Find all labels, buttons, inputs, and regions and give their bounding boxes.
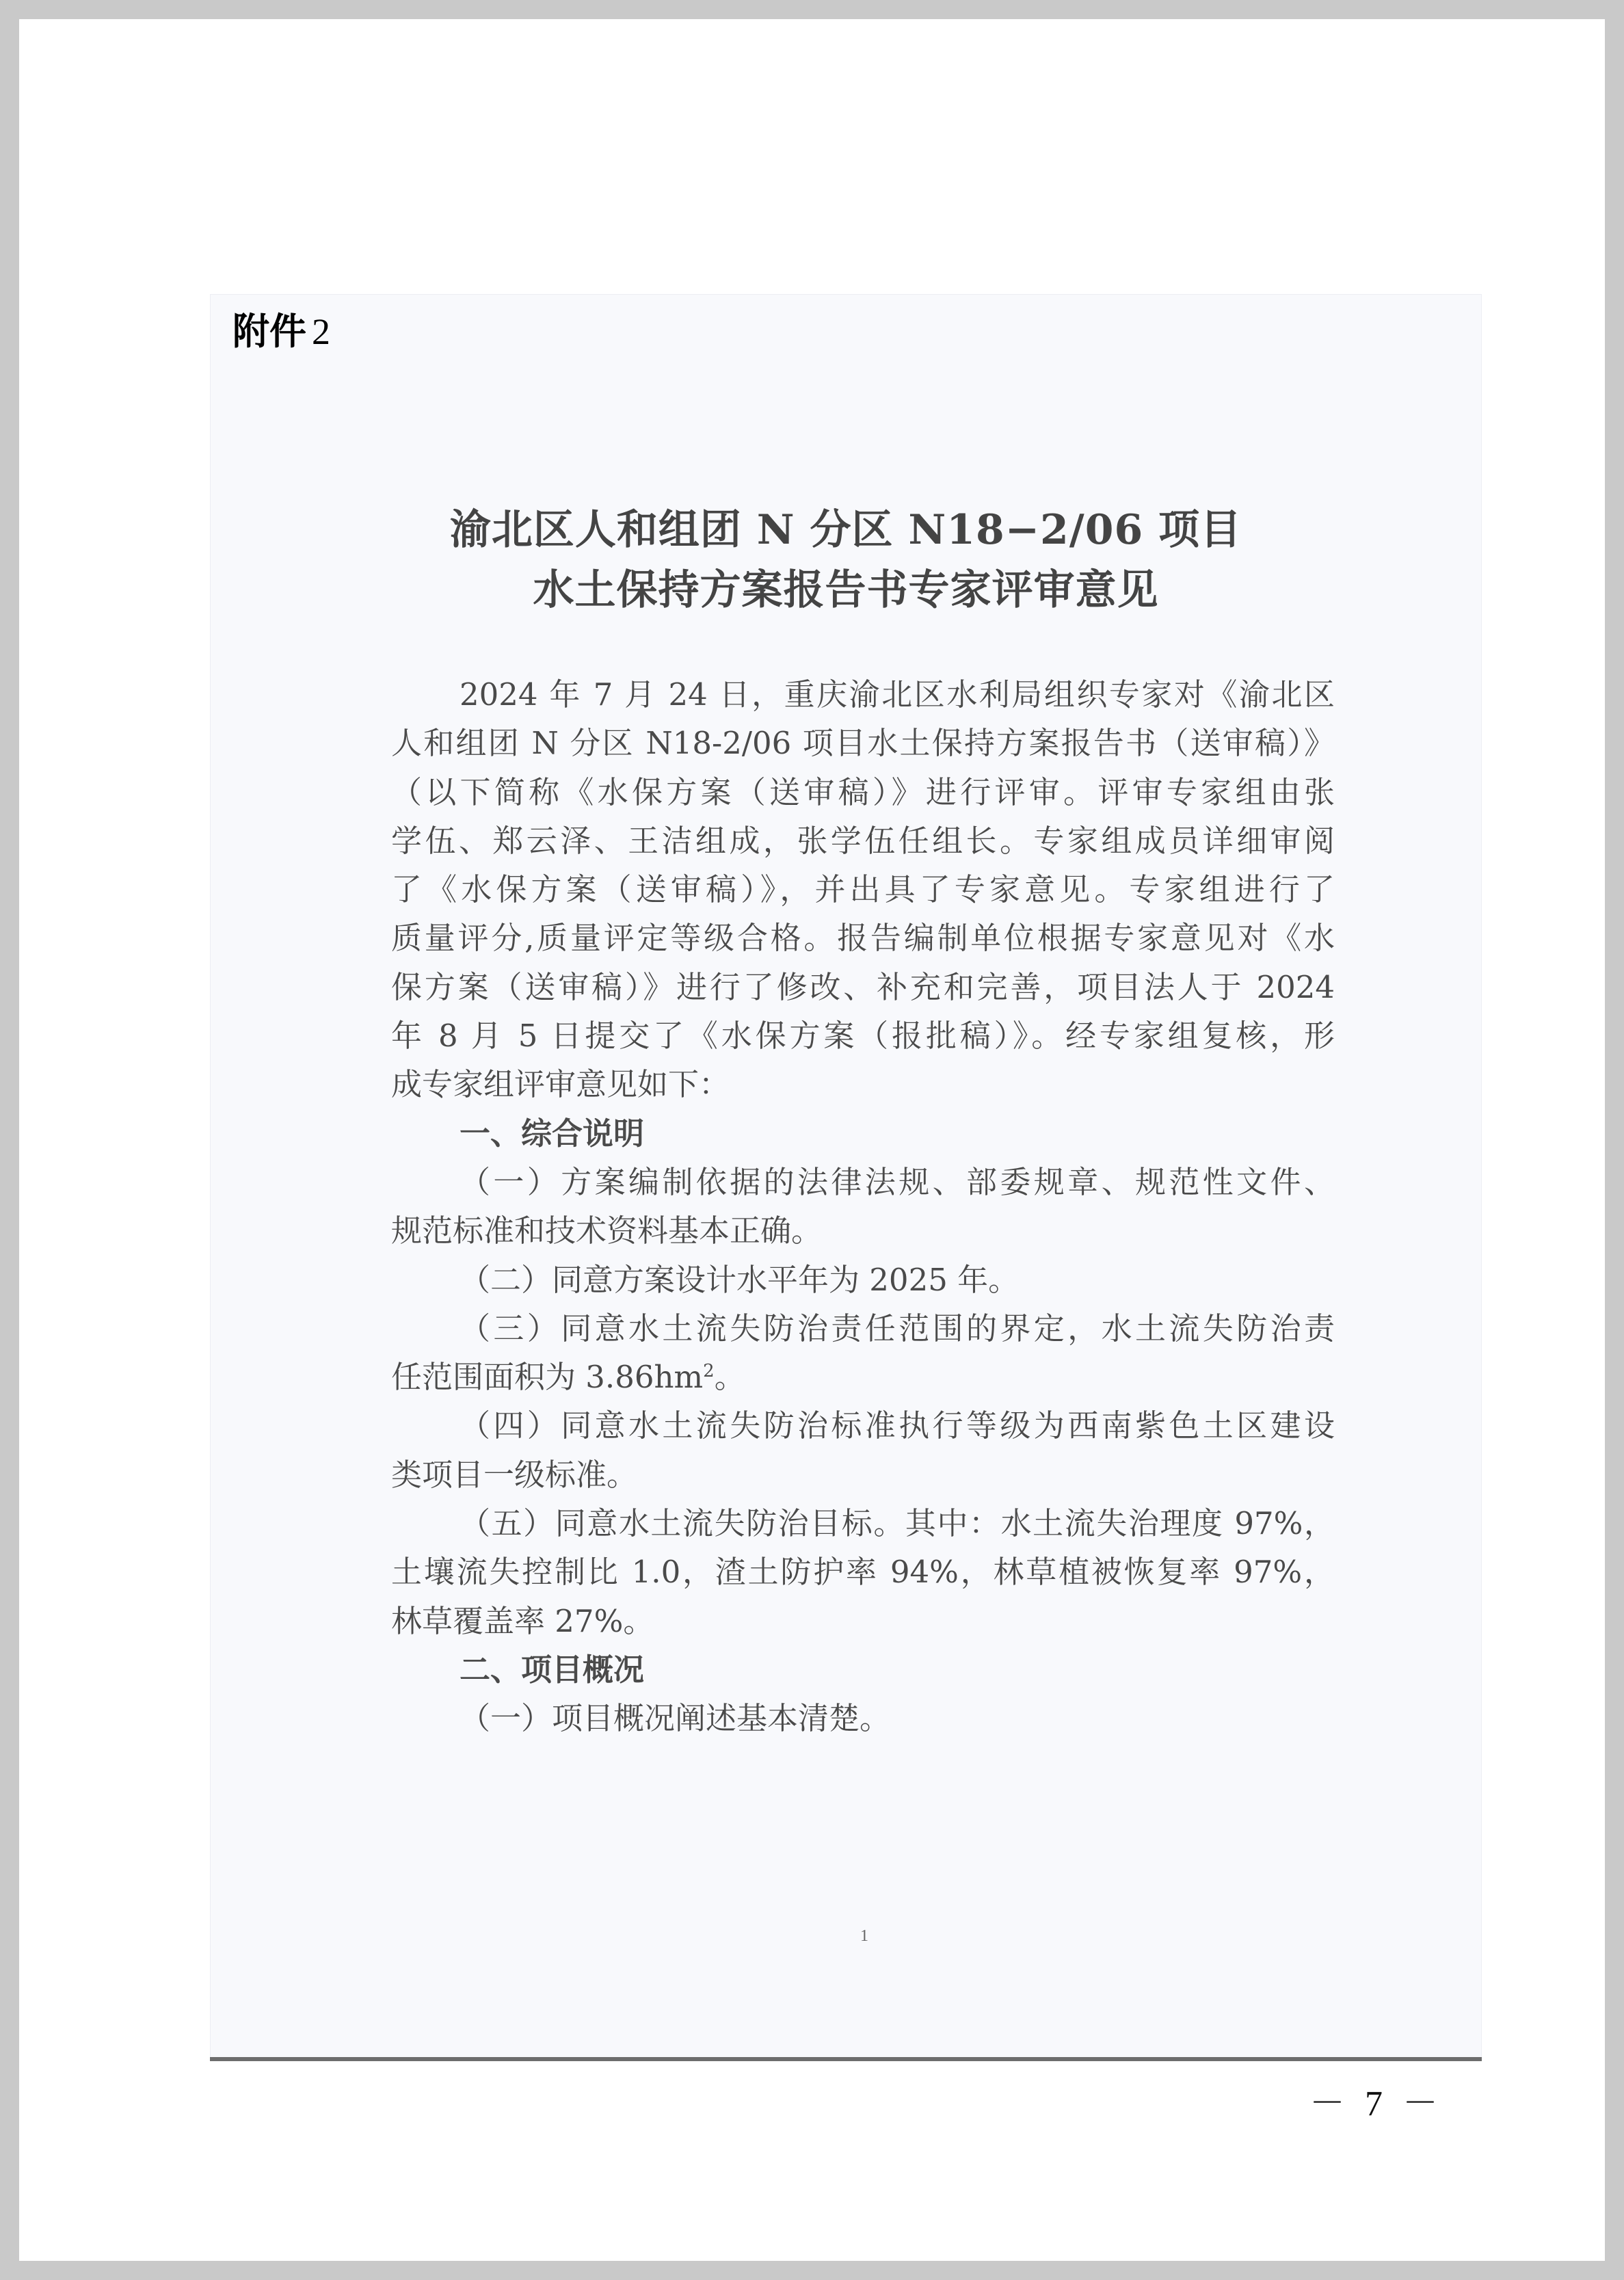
paragraph-line: 2024 年 7 月 24 日，重庆渝北区水利局组织专家对《渝北区: [460, 676, 1335, 713]
paragraph-line: 了《水保方案（送审稿）》，并出具了专家意见。专家组进行了: [391, 871, 1335, 908]
paragraph-line: （五）同意水土流失防治目标。其中：水土流失治理度 97%，: [460, 1505, 1335, 1542]
attachment-label-text: 附件: [232, 310, 306, 353]
attachment-number: 2: [312, 311, 330, 352]
paragraph-line: 年 8 月 5 日提交了《水保方案（报批稿）》。经专家组复核，形: [391, 1018, 1335, 1055]
attachment-label: [232, 310, 330, 353]
paragraph-line: （四）同意水土流失防治标准执行等级为西南紫色土区建设: [460, 1407, 1335, 1444]
area-text-end: 。: [714, 1359, 745, 1396]
paragraph-line: 保方案（送审稿）》进行了修改、补充和完善，项目法人于 2024: [391, 968, 1335, 1005]
scan-edge-shadow: [210, 2057, 1482, 2061]
paragraph-line: （以下简称《水保方案（送审稿）》进行评审。评审专家组由张: [391, 773, 1335, 810]
document-title-line-1: 渝北区人和组团 N 分区 N18−2/06 项目: [449, 506, 1242, 554]
paragraph-line: 人和组团 N 分区 N18-2/06 项目水土保持方案报告书（送审稿）》: [391, 725, 1335, 762]
paragraph-line: [391, 1353, 1335, 1401]
document-body: [391, 670, 1335, 1743]
area-text: 任范围面积为 3.86hm: [391, 1359, 704, 1396]
paragraph-line: （一）方案编制依据的法律法规、部委规章、规范性文件、: [460, 1163, 1335, 1200]
scan-page-number: 1: [860, 1927, 868, 1945]
section-heading-project-overview: 二、项目概况: [460, 1651, 645, 1688]
paragraph-line: 成专家组评审意见如下：: [391, 1066, 730, 1103]
paragraph-line: （一）项目概况阐述基本清楚。: [460, 1700, 891, 1737]
paragraph-line: 规范标准和技术资料基本正确。: [391, 1212, 823, 1249]
paragraph-line: 土壤流失控制比 1.0，渣土防护率 94%，林草植被恢复率 97%，: [391, 1554, 1335, 1591]
paragraph-line: 林草覆盖率 27%。: [391, 1602, 654, 1639]
document-title-line-2: 水土保持方案报告书专家评审意见: [533, 566, 1159, 614]
section-heading-overview: 一、综合说明: [460, 1115, 645, 1152]
paragraph-line: 质量评分,质量评定等级合格。报告编制单位根据专家意见对《水: [391, 920, 1335, 957]
paragraph-line: （三）同意水土流失防治责任范围的界定，水土流失防治责: [460, 1310, 1335, 1347]
paragraph-line: 类项目一级标准。: [391, 1456, 638, 1493]
paragraph-line: 学伍、郑云泽、王洁组成，张学伍任组长。专家组成员详细审阅: [391, 822, 1335, 859]
paragraph-line: （二）同意方案设计水平年为 2025 年。: [460, 1261, 1020, 1298]
page-number: － 7 －: [1309, 2084, 1444, 2123]
area-unit-superscript: 2: [703, 1361, 715, 1382]
